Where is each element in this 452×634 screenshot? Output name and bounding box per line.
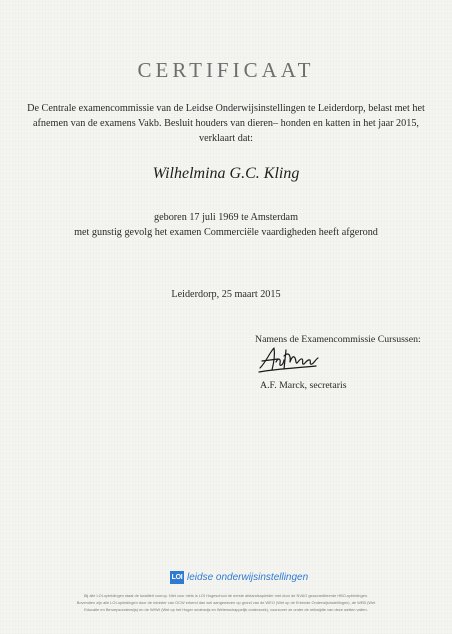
loi-logo — [170, 570, 308, 584]
intro-line: verklaart dat: — [198, 133, 254, 144]
signature-image — [256, 342, 320, 376]
intro-line: afnemen van de examens Vakb. Besluit houders van dieren– honden en katten in het jaar 2015, — [33, 118, 419, 129]
recipient-name: Wilhelmina G.C. Kling — [152, 165, 300, 182]
intro-line: De Centrale examencommissie van de Leidse Onderwijsinstellingen te Leiderdorp, belast met het — [27, 103, 425, 114]
details-paragraph — [0, 210, 452, 240]
signer-name: A.F. Marck, secretaris — [260, 380, 347, 391]
footer-disclaimer — [40, 592, 412, 613]
footer-line: Bovendien zijn alle LOI-opleidingen door de minister van OCW erkend dan wel aangewezen op grond van de WEO (Wet op de Erkende Onderwijsinstellingen), de WEB (Wet — [76, 600, 376, 605]
certificate-title: CERTIFICAAT — [137, 58, 315, 82]
loi-logo-text: leidse onderwijsinstellingen — [187, 571, 309, 583]
intro-paragraph — [20, 101, 432, 146]
loi-logo-badge: LOI — [170, 571, 184, 584]
birth-line: geboren 17 juli 1969 te Amsterdam — [153, 212, 298, 223]
footer-line: Bij alle LOI-opleidingen staat de kwaliteit voorop. Niet voor niets is LOI Hogeschool de eerste afstandsopleider met door de NVAO geaccrediteerde HBO-opleidingen. — [83, 593, 369, 598]
committee-label: Namens de Examencommissie Cursussen: — [255, 334, 421, 345]
place-date: Leiderdorp, 25 maart 2015 — [171, 289, 281, 300]
result-line: met gunstig gevolg het examen Commerciële vaardigheden heeft afgerond — [74, 227, 378, 238]
footer-line: Educatie en Beroepsonderwijs) en de WHW (Wet op het Hoger onderwijs en Wetenschappelijk onderzoek), voorzover ze onder de reikwijdte van deze wetten vallen. — [84, 607, 368, 612]
